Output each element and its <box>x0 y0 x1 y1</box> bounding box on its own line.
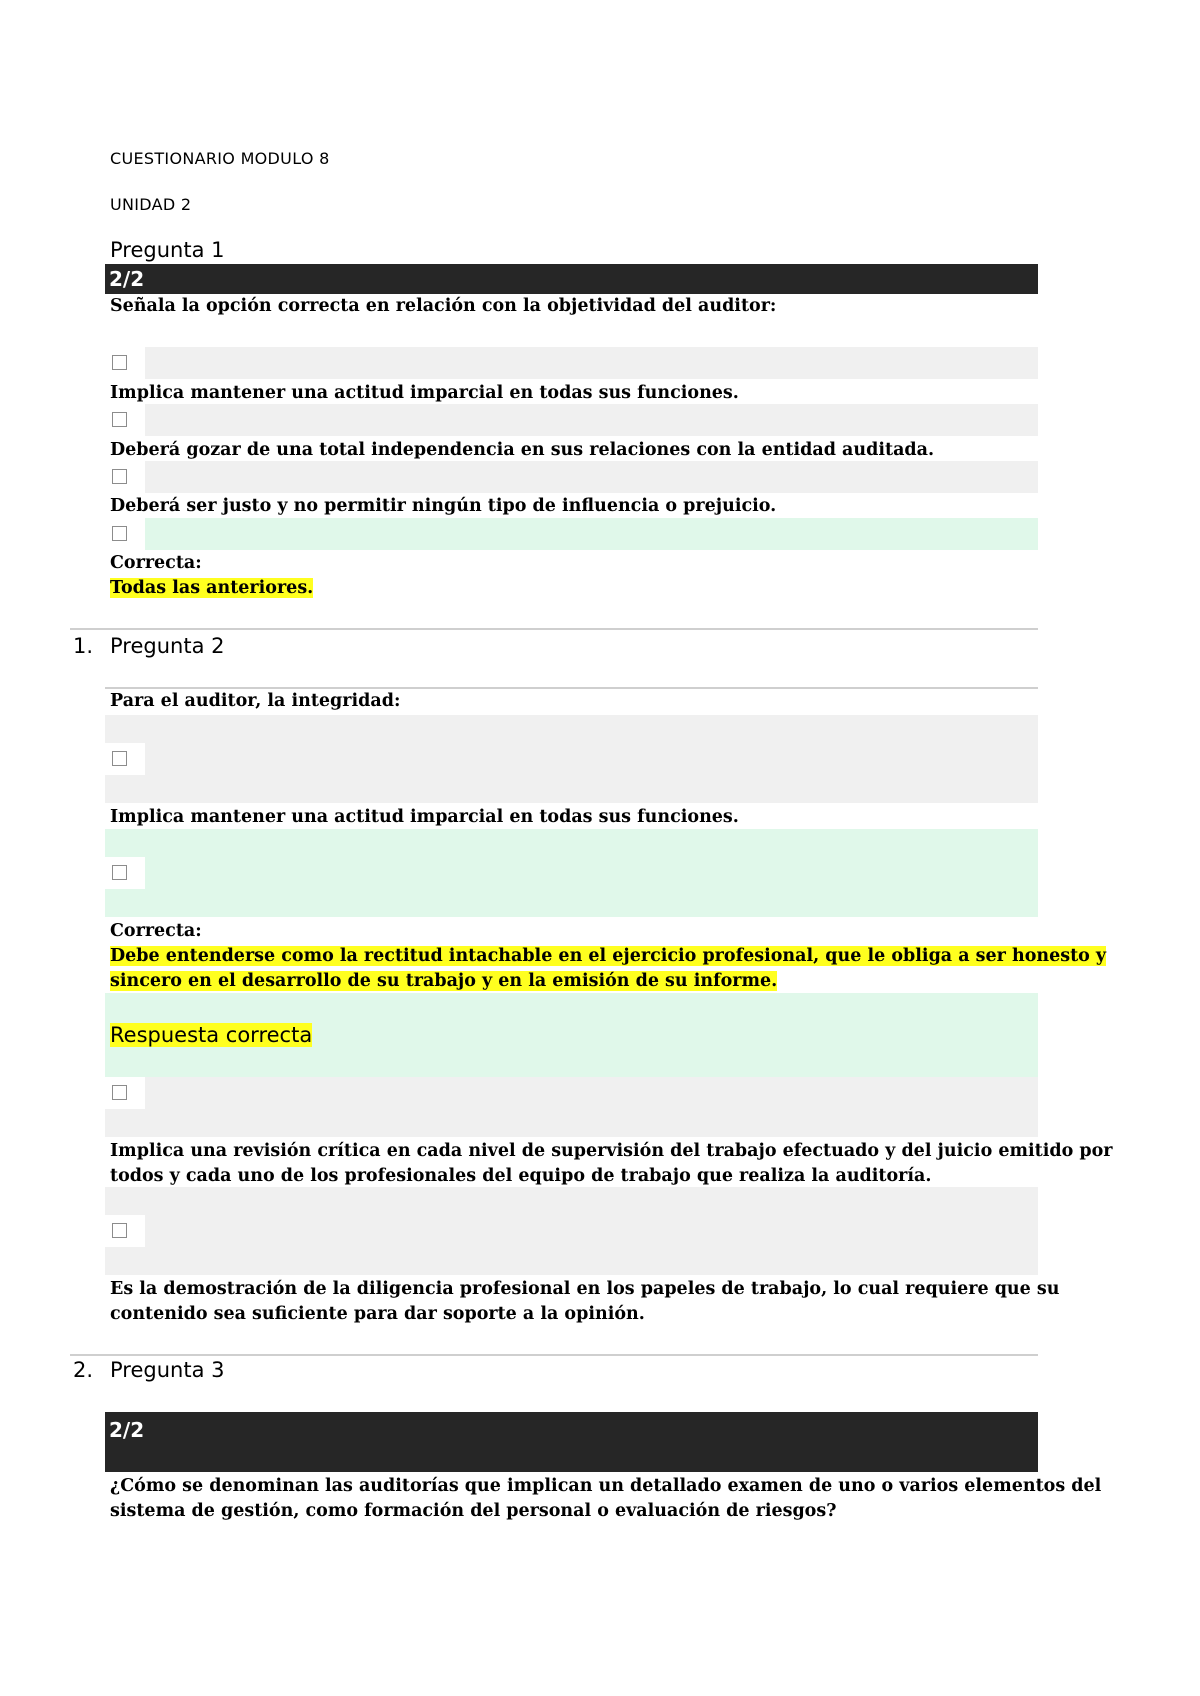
divider <box>70 1354 1038 1356</box>
question-1-option-4-row <box>145 518 1038 550</box>
question-2-correct-line-1: Debe entenderse como la rectitud intachable en el ejercicio profesional, que le obliga a ser honesto y <box>110 946 1107 966</box>
question-2-feedback: Respuesta correcta <box>110 1023 313 1047</box>
question-2-option-3-checkbox[interactable] <box>112 1085 127 1100</box>
question-1-option-3-checkbox[interactable] <box>112 469 127 484</box>
document-title: CUESTIONARIO MODULO 8 <box>110 149 330 168</box>
question-2-option-3-row <box>105 1077 1038 1137</box>
question-2-option-3-line-1: Implica una revisión crítica en cada nivel de supervisión del trabajo efectuado y del juicio emitido por <box>110 1141 1113 1161</box>
question-2-correct-line-2: sincero en el desarrollo de su trabajo y en la emisión de su informe. <box>110 971 778 991</box>
question-2-option-1-row <box>105 715 1038 803</box>
question-2-prompt: Para el auditor, la integridad: <box>110 691 401 711</box>
question-1-correct-answer: Todas las anteriores. <box>110 578 314 598</box>
question-1-option-1-row <box>145 347 1038 379</box>
question-1-title: Pregunta 1 <box>110 238 225 262</box>
question-3-score: 2/2 <box>109 1418 145 1442</box>
question-3-prompt-line-2: sistema de gestión, como formación del personal o evaluación de riesgos? <box>110 1501 837 1521</box>
question-1-option-4-checkbox[interactable] <box>112 526 127 541</box>
question-1-option-2-row <box>145 404 1038 436</box>
unit-label: UNIDAD 2 <box>110 195 192 214</box>
question-1-option-1-checkbox[interactable] <box>112 355 127 370</box>
question-2-number: 1. <box>73 634 94 658</box>
question-1-prompt: Señala la opción correcta en relación con la objetividad del auditor: <box>110 296 777 316</box>
question-1-score: 2/2 <box>109 267 145 291</box>
question-2-option-2-checkbox[interactable] <box>112 865 127 880</box>
question-2-option-2-row <box>105 829 1038 917</box>
question-3-score-bar <box>105 1412 1038 1472</box>
question-1-option-2-checkbox[interactable] <box>112 412 127 427</box>
question-2-option-3-line-2: todos y cada uno de los profesionales del equipo de trabajo que realiza la auditoría. <box>110 1166 932 1186</box>
question-2-option-1-checkbox[interactable] <box>112 751 127 766</box>
divider <box>70 628 1038 630</box>
question-3-number: 2. <box>73 1358 94 1382</box>
question-3-title: Pregunta 3 <box>110 1358 225 1382</box>
question-2-option-4-line-1: Es la demostración de la diligencia profesional en los papeles de trabajo, lo cual requiere que su <box>110 1279 1060 1299</box>
question-2-option-4-line-2: contenido sea suficiente para dar soporte a la opinión. <box>110 1304 645 1324</box>
question-1-score-bar <box>105 264 1038 294</box>
question-2-title: Pregunta 2 <box>110 634 225 658</box>
question-1-correct-label: Correcta: <box>110 553 202 573</box>
question-1-option-3-text: Deberá ser justo y no permitir ningún tipo de influencia o prejuicio. <box>110 496 777 516</box>
question-1-option-3-row <box>145 461 1038 493</box>
question-3-prompt-line-1: ¿Cómo se denominan las auditorías que implican un detallado examen de uno o varios elementos del <box>110 1476 1102 1496</box>
question-1-option-2-text: Deberá gozar de una total independencia en sus relaciones con la entidad auditada. <box>110 440 935 460</box>
question-1-option-1-text: Implica mantener una actitud imparcial en todas sus funciones. <box>110 383 739 403</box>
question-2-correct-label: Correcta: <box>110 921 202 941</box>
question-2-option-1-text: Implica mantener una actitud imparcial en todas sus funciones. <box>110 807 739 827</box>
question-2-option-4-row <box>105 1187 1038 1275</box>
question-2-option-4-checkbox[interactable] <box>112 1223 127 1238</box>
